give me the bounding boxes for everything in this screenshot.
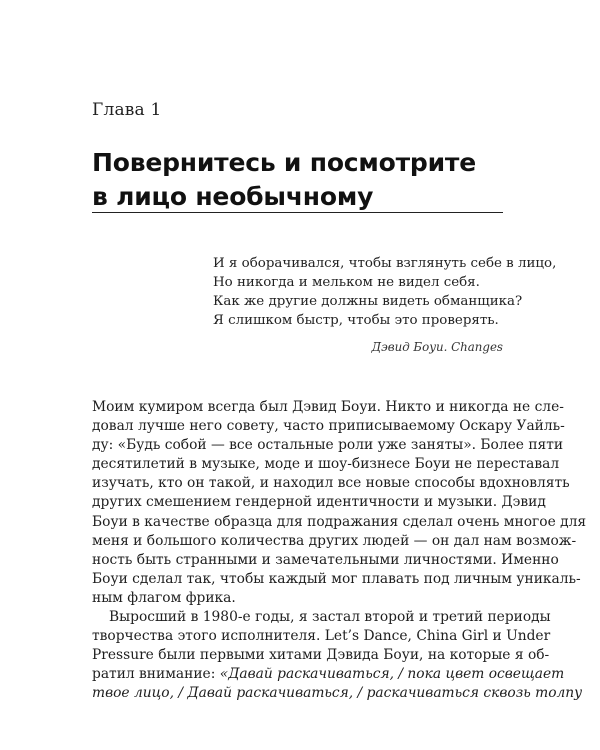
paragraph-1-line: Моим кумиром всегда был Дэвид Боуи. Никто и никогда не сле- bbox=[92, 399, 564, 415]
body-text bbox=[92, 398, 587, 704]
epigraph-line: И я оборачивался, чтобы взглянуть себе в лицо, bbox=[213, 256, 557, 271]
paragraph-1-line: десятилетий в музыке, моде и шоу-бизнесе Боуи не переставал bbox=[92, 456, 560, 473]
chapter-title bbox=[92, 146, 512, 214]
paragraph-2-text: ратил внимание: bbox=[92, 666, 220, 683]
chapter-title-line-2: в лицо необычному bbox=[92, 182, 374, 211]
epigraph-line: Я слишком быстр, чтобы это проверять. bbox=[213, 313, 499, 328]
epigraph-source: Дэвид Боуи. Changes bbox=[371, 340, 503, 354]
chapter-label: Глава 1 bbox=[92, 100, 162, 120]
epigraph-line: Как же другие должны видеть обманщика? bbox=[213, 294, 523, 309]
paragraph-1-line: ным флагом фрика. bbox=[92, 589, 236, 606]
title-divider bbox=[92, 212, 503, 213]
paragraph-1-line: Боуи сделал так, чтобы каждый мог плавать под личным уникаль- bbox=[92, 570, 581, 587]
paragraph-1-line: других смешением гендерной идентичности и музыки. Дэвид bbox=[92, 494, 546, 511]
paragraph-2-line: творчества этого исполнителя. Let’s Dance, China Girl и Under bbox=[92, 628, 551, 645]
paragraph-1-line: изучать, кто он такой, и находил все новые способы вдохновлять bbox=[92, 475, 570, 492]
paragraph-2-line: Pressure были первыми хитами Дэвида Боуи, на которые я об- bbox=[92, 647, 550, 664]
paragraph-2-line: Выросший в 1980-е годы, я застал второй и третий периоды bbox=[109, 609, 551, 626]
lyrics-quote: «Давай раскачиваться, / пока цвет освещает bbox=[219, 666, 565, 683]
paragraph-1-line: довал лучше него совету, часто приписываемому Оскару Уайль- bbox=[92, 418, 565, 435]
paragraph-1-line: Боуи в качестве образца для подражания сделал очень многое для bbox=[92, 513, 587, 530]
paragraph-1-line: ду: «Будь собой — все остальные роли уже заняты». Более пяти bbox=[92, 437, 564, 454]
paragraph-1-line: меня и большого количества других людей — он дал нам возмож- bbox=[92, 532, 577, 549]
epigraph-line: Но никогда и мельком не видел себя. bbox=[213, 275, 480, 290]
paragraph-2-line: твое лицо, / Давай раскачиваться, / раскачиваться сквозь толпу bbox=[92, 685, 583, 702]
paragraph-1-line: ность быть странными и замечательными личностями. Именно bbox=[92, 551, 559, 568]
chapter-title-line-1: Повернитесь и посмотрите bbox=[92, 148, 476, 177]
paragraph-2-line bbox=[92, 665, 565, 684]
epigraph bbox=[213, 254, 557, 330]
